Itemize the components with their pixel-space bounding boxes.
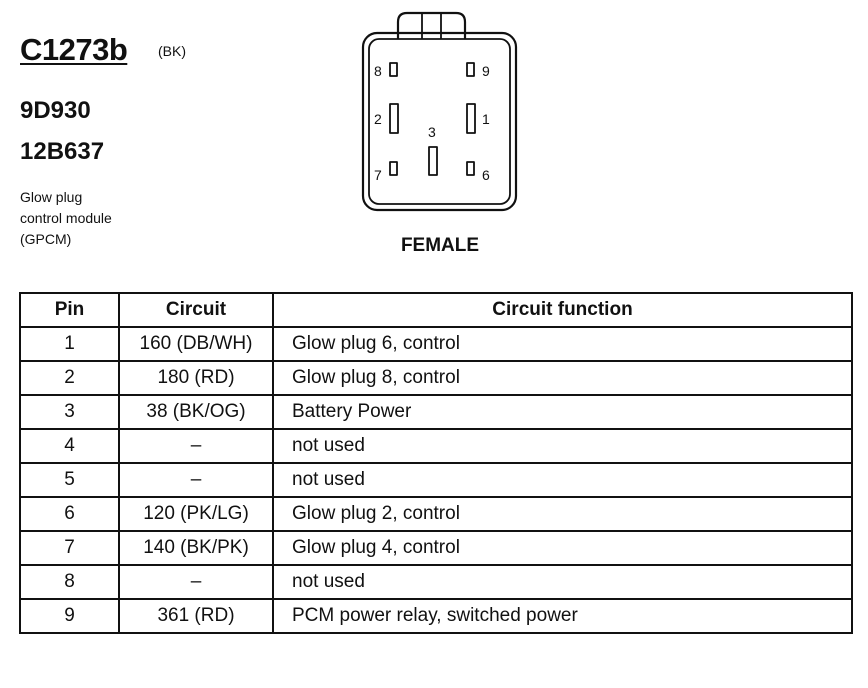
cell-function: not used [273,463,852,497]
cell-function: not used [273,565,852,599]
cell-pin: 2 [20,361,119,395]
cell-pin: 7 [20,531,119,565]
part-number: 12B637 [20,138,105,165]
table-row [20,497,852,531]
table-row [20,361,852,395]
terminal-8 [390,63,397,76]
cell-function: Glow plug 4, control [273,531,852,565]
terminal-3 [429,147,437,175]
table-row [20,565,852,599]
cell-circuit: – [119,463,273,497]
cell-circuit: – [119,429,273,463]
column-header-function: Circuit function [273,293,852,327]
connector-id: C1273b [20,32,128,67]
pinout-table [19,292,853,634]
cell-function: Battery Power [273,395,852,429]
cell-pin: 9 [20,599,119,633]
part-number: 9D930 [20,97,91,124]
cell-function: not used [273,429,852,463]
cell-circuit: 180 (RD) [119,361,273,395]
pin-label-3: 3 [428,124,436,140]
pin-label-1: 1 [482,111,490,127]
cell-pin: 4 [20,429,119,463]
column-header-circuit: Circuit [119,293,273,327]
pin-label-6: 6 [482,167,490,183]
cell-circuit: 361 (RD) [119,599,273,633]
terminal-9 [467,63,474,76]
cell-function: Glow plug 8, control [273,361,852,395]
table-row [20,429,852,463]
cell-pin: 6 [20,497,119,531]
cell-circuit: 120 (PK/LG) [119,497,273,531]
pin-label-9: 9 [482,63,490,79]
description-line: (GPCM) [20,231,72,247]
table-row [20,395,852,429]
cell-pin: 8 [20,565,119,599]
color-code: (BK) [158,43,186,59]
cell-pin: 3 [20,395,119,429]
pin-label-7: 7 [374,167,382,183]
cell-function: Glow plug 2, control [273,497,852,531]
column-header-pin: Pin [20,293,119,327]
terminal-6 [467,162,474,175]
connector-gender-label: FEMALE [400,235,480,256]
table-row [20,531,852,565]
table-row [20,463,852,497]
terminal-7 [390,162,397,175]
pin-label-2: 2 [374,111,382,127]
table-header-row [20,293,852,327]
cell-circuit: – [119,565,273,599]
cell-pin: 5 [20,463,119,497]
terminal-2 [390,104,398,133]
description-line: Glow plug [20,189,83,205]
cell-circuit: 140 (BK/PK) [119,531,273,565]
connector-housing-outer [363,33,516,210]
description-line: control module [20,210,112,226]
cell-pin: 1 [20,327,119,361]
table-row [20,599,852,633]
table-row [20,327,852,361]
terminal-1 [467,104,475,133]
cell-function: PCM power relay, switched power [273,599,852,633]
cell-function: Glow plug 6, control [273,327,852,361]
cell-circuit: 160 (DB/WH) [119,327,273,361]
locking-tab [398,13,465,38]
pin-label-8: 8 [374,63,382,79]
cell-circuit: 38 (BK/OG) [119,395,273,429]
